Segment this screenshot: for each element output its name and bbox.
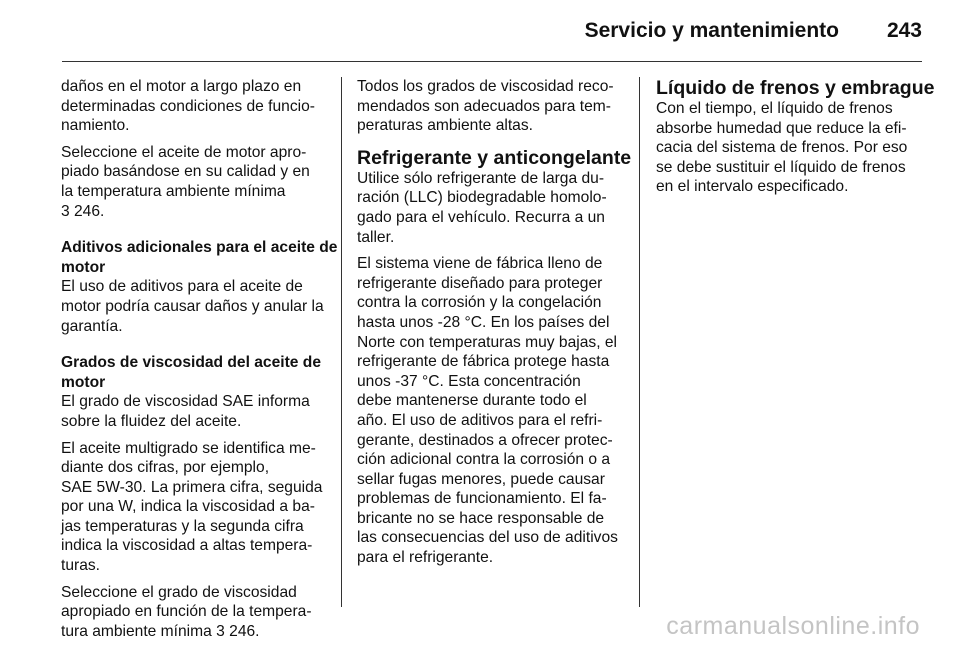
text-line: refrigerante de fábrica protege hasta — [357, 353, 610, 371]
paragraph — [61, 583, 331, 642]
page-header-title: Servicio y mantenimiento — [584, 19, 839, 42]
paragraph — [61, 277, 331, 336]
text-line: taller. — [357, 228, 395, 246]
text-line: El sistema viene de fábrica lleno de — [357, 255, 603, 273]
text-line: motor podría causar daños y anular la — [61, 297, 324, 315]
text-line: gerante, destinados a ofrecer protec- — [357, 431, 613, 449]
text-line: mendados son adecuados para tem- — [357, 97, 611, 115]
text-line: la temperatura ambiente mínima — [61, 182, 286, 200]
text-line: peraturas ambiente altas. — [357, 117, 533, 135]
text-line: determinadas condiciones de funcio- — [61, 97, 315, 115]
text-line: El uso de aditivos para el aceite de — [61, 278, 303, 296]
text-line: piado basándose en su calidad y en — [61, 163, 310, 181]
paragraph — [61, 143, 331, 221]
text-line: jas temperaturas y la segunda cifra — [61, 517, 304, 535]
paragraph — [61, 439, 331, 576]
section-grados — [61, 353, 331, 641]
text-line: hasta unos -28 °C. En los países del — [357, 313, 610, 331]
column-3 — [656, 77, 935, 204]
text-line: gado para el vehículo. Recurra a un — [357, 208, 605, 226]
page-reference[interactable]: 3 246. — [61, 202, 105, 220]
text-line: SAE 5W-30. La primera cifra, seguida — [61, 478, 323, 496]
text-line: ción adicional contra la corrosión o a — [357, 451, 611, 469]
text-line: se debe sustituir el líquido de frenos — [656, 158, 906, 176]
watermark-text: carmanualsonline.info — [666, 612, 920, 640]
text-line: unos -37 °C. Esta concentración — [357, 372, 581, 390]
text-line: tura ambiente mínima 3 246. — [61, 622, 260, 640]
paragraph — [357, 169, 629, 247]
text-line: en el intervalo especificado. — [656, 178, 849, 196]
text-line: turas. — [61, 557, 100, 575]
text-line: apropiado en función de la tempera- — [61, 603, 312, 621]
header-rule — [62, 61, 922, 62]
section-heading-refrigerante: Refrigerante y anticongelante — [357, 146, 632, 169]
text-line: ración (LLC) biodegradable homolo- — [357, 189, 607, 207]
text-line: Todos los grados de viscosidad reco- — [357, 78, 614, 95]
column-divider-1 — [341, 77, 342, 607]
section-heading-frenos: Líquido de frenos y embrague — [656, 77, 935, 99]
text-line: por una W, indica la viscosidad a ba- — [61, 498, 315, 516]
text-line: namiento. — [61, 117, 130, 135]
text-line: las consecuencias del uso de aditivos — [357, 529, 618, 547]
text-line: contra la corrosión y la congelación — [357, 294, 602, 312]
paragraph — [61, 392, 331, 431]
text-line: cacia del sistema de frenos. Por eso — [656, 139, 908, 157]
text-line: Norte con temperaturas muy bajas, el — [357, 333, 618, 351]
text-line: Utilice sólo refrigerante de larga du- — [357, 169, 605, 187]
paragraph — [357, 254, 629, 568]
column-2 — [357, 77, 632, 575]
text-line: problemas de funcionamiento. El fa- — [357, 490, 607, 508]
section-heading: motor — [61, 373, 106, 391]
section-heading: motor — [61, 258, 106, 276]
paragraph — [656, 99, 924, 197]
text-line: debe mantenerse durante todo el — [357, 392, 587, 410]
text-line: daños en el motor a largo plazo en — [61, 78, 302, 95]
column-1 — [61, 77, 338, 648]
text-line: diante dos cifras, por ejemplo, — [61, 459, 270, 477]
text-line: El grado de viscosidad SAE informa — [61, 393, 310, 411]
text-line: indica la viscosidad a altas tempera- — [61, 537, 313, 555]
section-aditivos — [61, 238, 338, 336]
text-line: sobre la fluidez del aceite. — [61, 412, 242, 430]
text-line: refrigerante diseñado para proteger — [357, 274, 603, 292]
section-heading: Grados de viscosidad del aceite de — [61, 354, 321, 372]
text-line: garantía. — [61, 317, 123, 335]
paragraph — [357, 77, 629, 136]
text-line: absorbe humedad que reduce la efi- — [656, 119, 907, 137]
page-number: 243 — [886, 19, 922, 42]
text-line: Seleccione el aceite de motor apro- — [61, 143, 307, 161]
column-divider-2 — [639, 77, 640, 607]
text-line: año. El uso de aditivos para el refri- — [357, 411, 603, 429]
text-line: Con el tiempo, el líquido de frenos — [656, 100, 893, 117]
text-line: sellar fugas menores, puede causar — [357, 470, 605, 488]
section-heading: Aditivos adicionales para el aceite de — [61, 239, 338, 257]
paragraph — [61, 77, 331, 136]
text-line: bricante no se hace responsable de — [357, 509, 605, 527]
text-line: para el refrigerante. — [357, 549, 494, 567]
text-line: El aceite multigrado se identifica me- — [61, 439, 316, 457]
text-line: Seleccione el grado de viscosidad — [61, 583, 297, 601]
